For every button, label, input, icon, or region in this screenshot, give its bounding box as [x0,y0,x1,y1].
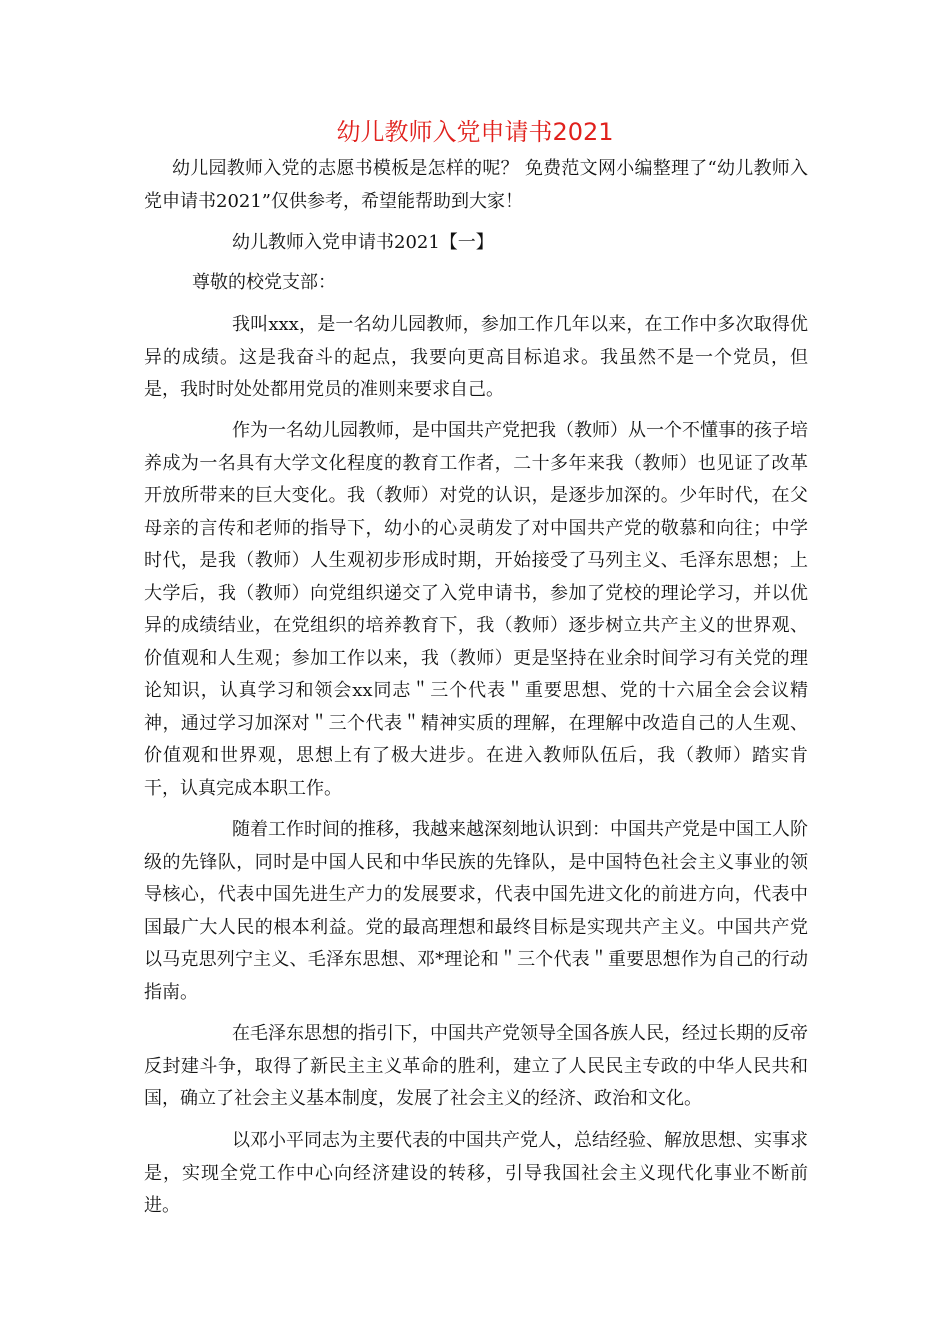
section-subtitle: 幼儿教师入党申请书2021【一】 [232,232,494,253]
salutation: 尊敬的校党支部： [192,272,336,293]
body-paragraph-3: 随着工作时间的推移，我越来越深刻地认识到：中国共产党是中国工人阶级的先锋队，同时是中国人民和中华民族的先锋队，是中国特色社会主义事业的领导核心，代表中国先进生产力的发展要求，代表中国先进文化的前进方向，代表中国最广大人民的根本利益。党的最高理想和最终目标是实现共产主义。中国共产党以马克思列宁主义、毛泽东思想、邓*理论和＂三个代表＂重要思想作为自己的行动指南。 [144,819,808,1003]
body-paragraph-4: 在毛泽东思想的指引下，中国共产党领导全国各族人民，经过长期的反帝反封建斗争，取得了新民主主义革命的胜利，建立了人民民主专政的中华人民共和国，确立了社会主义基本制度，发展了社会主义的经济、政治和文化。 [144,1023,808,1109]
body-paragraph-2: 作为一名幼儿园教师，是中国共产党把我（教师）从一个不懂事的孩子培养成为一名具有大学文化程度的教育工作者，二十多年来我（教师）也见证了改革开放所带来的巨大变化。我（教师）对党的认识，是逐步加深的。少年时代，在父母亲的言传和老师的指导下，幼小的心灵萌发了对中国共产党的敬慕和向往；中学时代，是我（教师）人生观初步形成时期，开始接受了马列主义、毛泽东思想；上大学后，我（教师）向党组织递交了入党申请书，参加了党校的理论学习，并以优异的成绩结业，在党组织的培养教育下，我（教师）逐步树立共产主义的世界观、价值观和人生观；参加工作以来，我（教师）更是坚持在业余时间学习有关党的理论知识，认真学习和领会xx同志＂三个代表＂重要思想、党的十六届全会会议精神，通过学习加深对＂三个代表＂精神实质的理解，在理解中改造自己的人生观、价值观和世界观，思想上有了极大进步。在进入教师队伍后，我（教师）踏实肯干，认真完成本职工作。 [144,420,808,799]
body-paragraph-5: 以邓小平同志为主要代表的中国共产党人，总结经验、解放思想、实事求是，实现全党工作中心向经济建设的转移，引导我国社会主义现代化事业不断前进。 [144,1130,808,1216]
body-paragraph-1: 我叫xxx，是一名幼儿园教师，参加工作几年以来，在工作中多次取得优异的成绩。这是我奋斗的起点，我要向更高目标追求。我虽然不是一个党员，但是，我时时处处都用党员的准则来要求自己。 [144,314,808,400]
intro-paragraph: 幼儿园教师入党的志愿书模板是怎样的呢？ 免费范文网小编整理了“幼儿教师入党申请书2021”仅供参考，希望能帮助到大家！ [144,158,808,212]
document-title: 幼儿教师入党申请书2021 [336,118,614,146]
